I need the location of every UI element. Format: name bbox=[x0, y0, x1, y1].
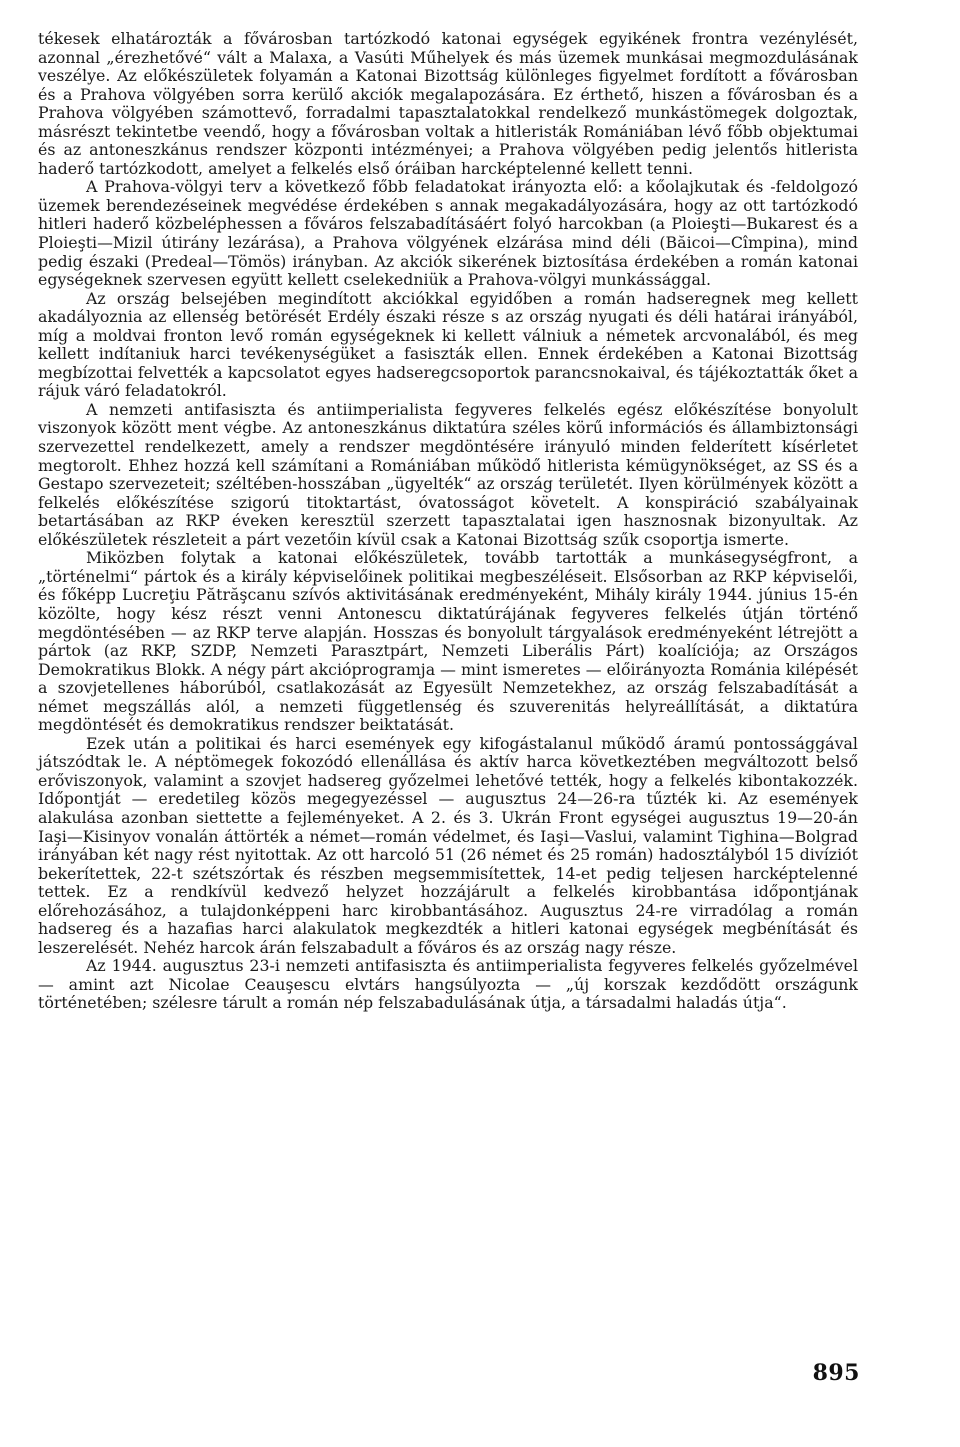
document-body bbox=[38, 30, 858, 1013]
paragraph-7: Az 1944. augusztus 23-i nemzeti antifasiszta és antiimperialista fegyveres felkelés győzelmével — amint azt Nicolae Ceauşescu elvtárs hangsúlyozta — „új korszak kezdődött országunk történetében; szélesre tárult a román nép felszabadulásának útja, a társadalmi haladás útja“. bbox=[38, 956, 858, 1013]
paragraph-5: Miközben folytak a katonai előkészületek, tovább tartották a munkásegységfront, a „történelmi“ pártok és a király képviselőinek politikai megbeszéléseit. Elsősorban az RKP képviselői, és főképp Lucreţiu Pătrăşcanu szívós aktivitásának eredményeként, Mihály király 1944. június 15-én közölte, hogy kész részt venni Antonescu diktatúrájának fegyveres felkelés útján történő megdöntésében — az RKP terve alapján. Hosszas és bonyolult tárgyalások eredményeként létrejött a pártok (az RKP, SZDP, Nemzeti Parasztpárt, Nemzeti Liberális Párt) koalíciója; az Országos Demokratikus Blokk. A négy párt akcióprogramja — mint ismeretes — előirányozta Románia kilépését a szovjetellenes háborúból, csatlakozását az Egyesült Nemzetekhez, az ország felszabadítását a német megszállás alól, a nemzeti függetlenség és szuverenitás helyreállítását, a diktatúra megdöntését és demokratikus rendszer beiktatását. bbox=[38, 548, 858, 735]
paragraph-6: Ezek után a politikai és harci események egy kifogástalanul működő áramú pontossággával játszódtak le. A néptömegek fokozódó ellenállása és aktív harca következtében megváltozott belső erőviszonyok, valamint a szovjet hadsereg győzelmei lehetővé tették, hogy a felkelés kibontakozzék. Időpontját — eredetileg közös megegyezéssel — augusztus 24—26-ra tűzték ki. Az események alakulása azonban siettette a fejleményeket. A 2. és 3. Ukrán Front egységei augusztus 19—20-án Iaşi—Kisinyov vonalán áttörték a német—román védelmet, és Iaşi—Vaslui, valamint Tighina—Bolgrad irányában két nagy rést nyitottak. Az ott harcoló 51 (26 német és 25 román) hadosztályból 15 divíziót bekerítettek, 22-t szétszórtak és részben megsemmisítettek, 14-et pedig teljesen harcképtelenné tettek. Ez a rendkívül kedvező helyzet hozzájárult a felkelés kirobbantása időpontjának előrehozásához, a tulajdonképpeni harc kirobbantásához. Augusztus 24-re virradólag a román hadsereg és a hazafias harci alakulatok megkezdték a hitleri katonai egységek megbénítását és leszerelését. Nehéz harcok árán felszabadult a főváros és az ország nagy része. bbox=[38, 733, 858, 957]
paragraph-2: A Prahova-völgyi terv a következő főbb feladatokat irányozta elő: a kőolajkutak és -feldolgozó üzemek berendezéseinek megvédése érdekében s annak megakadályozására, hogy az ott tartózkodó hitleri haderő közbeléphessen a főváros felszabadításáért folyó harcokban (a Ploieşti—Bukarest és a Ploieşti—Mizil útirány lezárása), a Prahova völgyének elzárása mind déli (Băicoi—Cîmpina), mind pedig északi (Predeal—Tömös) irányban. Az akciók sikerének biztosítása érdekében a román katonai egységeknek szervesen együtt kellett cselekedniük a Prahova-völgyi munkássággal. bbox=[38, 177, 858, 290]
paragraph-4: A nemzeti antifasiszta és antiimperialista fegyveres felkelés egész előkészítése bonyolult viszonyok között ment végbe. Az antoneszkánus diktatúra széles körű információs és állambiztonsági szervezettel rendelkezett, amely a rendszer megdöntésére irányuló minden felderített kísérletet megtorolt. Ehhez hozzá kell számítani a Romániában működő hitlerista kémügynökséget, az SS és a Gestapo szervezeteit; széltében-hosszában „ügyelték“ az ország területét. Ilyen körülmények között a felkelés előkészítése szigorú titoktartást, óvatosságot követelt. A konspiráció szabályainak betartásában az RKP éveken keresztül szerzett tapasztalatai igen hasznosnak bizonyultak. Az előkészületek részleteit a párt vezetőin kívül csak a Katonai Bizottság szűk csoportja ismerte. bbox=[38, 399, 858, 549]
paragraph-3: Az ország belsejében megindított akciókkal egyidőben a román hadseregnek meg kellett akadályoznia az ellenség betörését Erdély északi része s az ország nyugati és déli határai irányából, míg a moldvai fronton levő román egységeknek ki kellett válniuk a németek arcvonalából, és meg kellett indítaniuk harci tevékenységüket a fasiszták ellen. Ennek érdekében a Katonai Bizottság megbízottai felvették a kapcsolatot egyes hadseregcsoportok parancsnokaival, és tájékoztatták őket a rájuk váró feladatokról. bbox=[38, 288, 858, 401]
paragraph-1: tékesek elhatározták a fővárosban tartózkodó katonai egységek egyikének frontra vezénylését, azonnal „érezhetővé“ vált a Malaxa, a Vasúti Műhelyek és más üzemek munkásai megmozdulásának veszélye. Az előkészületek folyamán a Katonai Bizottság különleges figyelmet fordított a fővárosban és a Prahova völgyében sorra kerülő akciók megalapozására. Ez érthető, hiszen a fővárosban és a Prahova völgyében számottevő, forradalmi tapasztalatokkal rendelkező munkástömegek dolgoztak, másrészt tekintetbe veendő, hogy a fővárosban voltak a hitleristák Romániában lévő főbb objektumai és az antoneszkánus rendszer központi intézményei; a Prahova völgyében pedig jelentős hitlerista haderő tartózkodott, amelyet a felkelés első óráiban harcképtelenné kellett tenni. bbox=[38, 29, 858, 178]
page-number: 895 bbox=[812, 1360, 860, 1386]
